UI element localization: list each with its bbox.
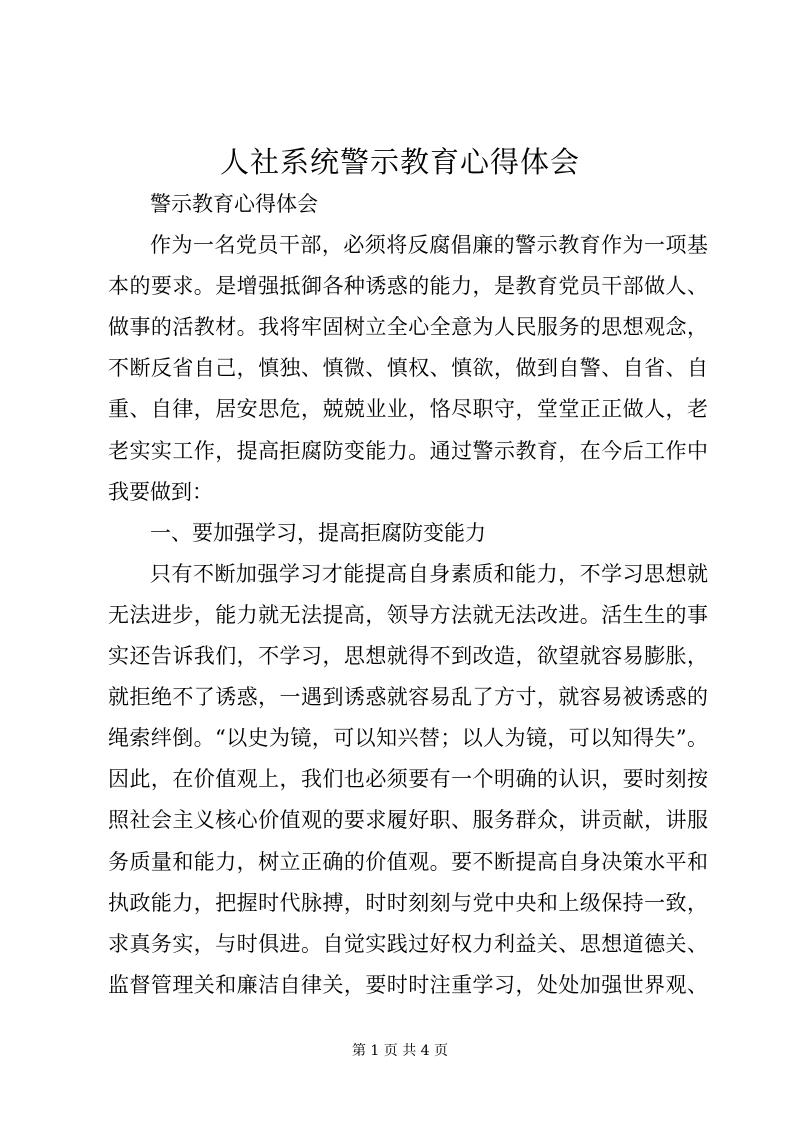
body-text-line: 无法进步，能力就无法提高，领导方法就无法改进。活生生的事	[108, 602, 708, 627]
body-text-line: 不断反省自己，慎独、慎微、慎权、慎欲，做到自警、自省、自	[108, 356, 708, 381]
body-text-line: 照社会主义核心价值观的要求履好职、服务群众，讲贡献，讲服	[108, 808, 708, 833]
body-text-line: 执政能力，把握时代脉搏，时时刻刻与党中央和上级保持一致，	[108, 890, 708, 915]
body-text-line: 警示教育心得体会	[150, 192, 318, 216]
body-text-line: 就拒绝不了诱惑，一遇到诱惑就容易乱了方寸，就容易被诱惑的	[108, 685, 708, 710]
body-text-line: 重、自律，居安思危，兢兢业业，恪尽职守，堂堂正正做人，老	[108, 397, 708, 422]
body-text-line: 一、要加强学习，提高拒腐防变能力	[150, 520, 486, 545]
body-text-line: 务质量和能力，树立正确的价值观。要不断提高自身决策水平和	[108, 849, 708, 874]
body-text-line: 老实实工作，提高拒腐防变能力。通过警示教育，在今后工作中	[108, 438, 708, 463]
body-text-line: 因此，在价值观上，我们也必须要有一个明确的认识，要时刻按	[108, 767, 708, 792]
body-text-line: 绳索绊倒。“以史为镜，可以知兴替；以人为镜，可以知得失”。	[108, 726, 708, 751]
page-footer: 第 1 页 共 4 页	[351, 1043, 449, 1059]
body-text-line: 作为一名党员干部，必须将反腐倡廉的警示教育作为一项基	[150, 233, 708, 258]
body-text-line: 我要做到：	[108, 479, 213, 504]
document-title: 人社系统警示教育心得体会	[219, 145, 580, 179]
body-text-line: 做事的活教材。我将牢固树立全心全意为人民服务的思想观念，	[108, 315, 708, 340]
body-text-line: 求真务实，与时俱进。自觉实践过好权力利益关、思想道德关、	[108, 931, 708, 956]
document-body	[108, 184, 708, 1006]
body-text-line: 监督管理关和廉洁自律关，要时时注重学习，处处加强世界观、	[108, 972, 708, 997]
body-text-line: 只有不断加强学习才能提高自身素质和能力，不学习思想就	[150, 561, 708, 586]
body-text-line: 本的要求。是增强抵御各种诱惑的能力，是教育党员干部做人、	[108, 274, 708, 299]
body-text-line: 实还告诉我们，不学习，思想就得不到改造，欲望就容易膨胀，	[108, 644, 708, 669]
